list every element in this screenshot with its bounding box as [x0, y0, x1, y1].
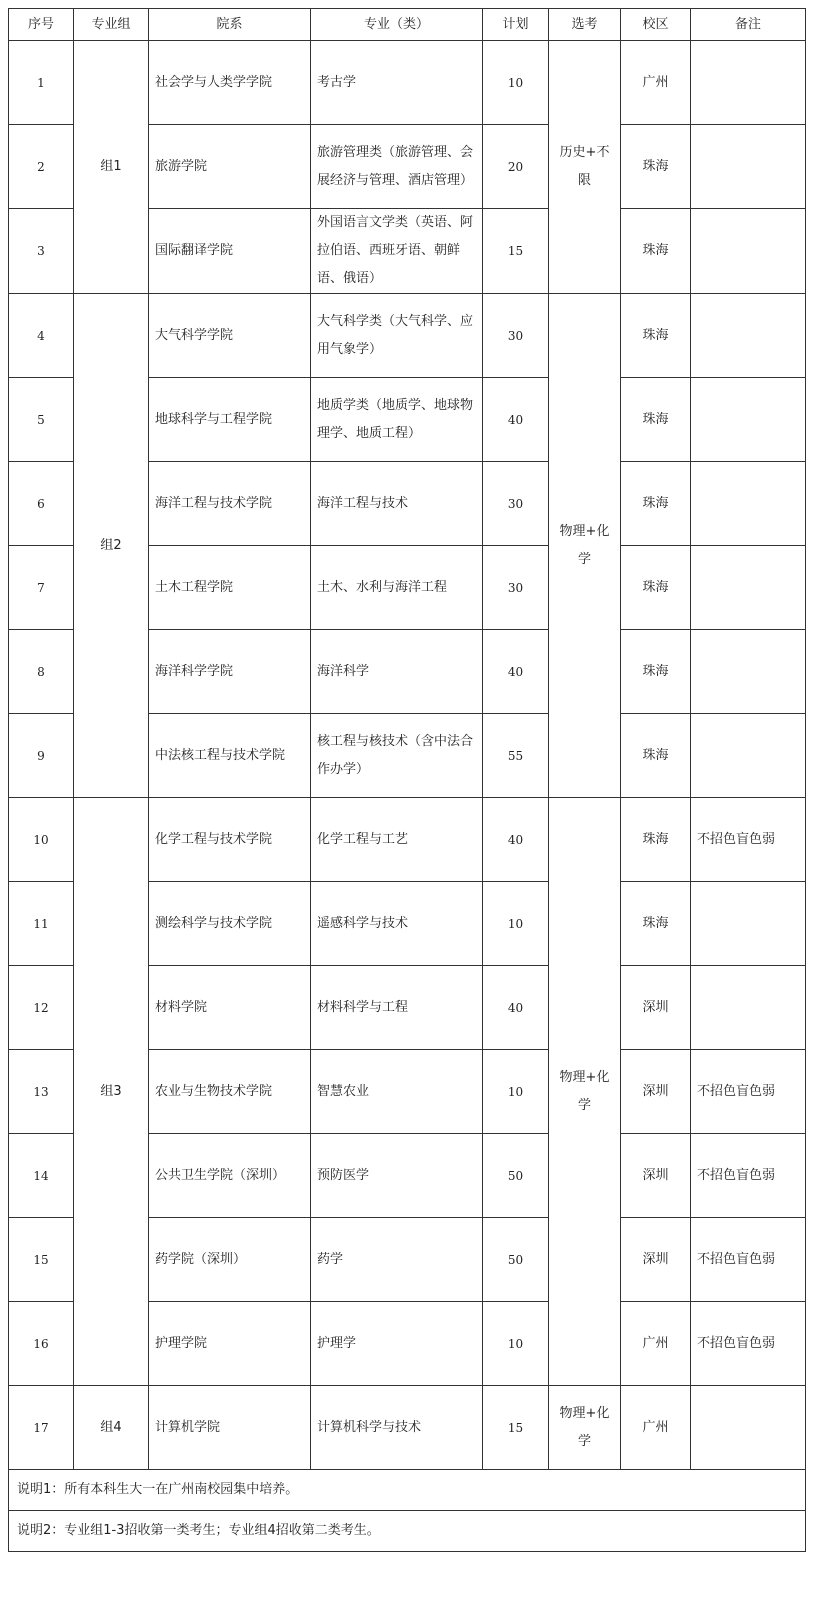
plan-cell: 10 — [483, 1302, 549, 1386]
department-cell: 中法核工程与技术学院 — [149, 714, 311, 798]
row-no: 14 — [9, 1134, 74, 1218]
row-no: 3 — [9, 209, 74, 294]
campus-cell: 珠海 — [621, 209, 691, 294]
header-subject: 选考 — [549, 9, 621, 41]
subject-cell: 物理+化学 — [549, 798, 621, 1386]
campus-cell: 广州 — [621, 1302, 691, 1386]
remark-cell — [691, 882, 806, 966]
subject-cell: 物理+化学 — [549, 1386, 621, 1470]
major-cell: 护理学 — [311, 1302, 483, 1386]
remark-cell — [691, 1386, 806, 1470]
row-no: 11 — [9, 882, 74, 966]
remark-cell — [691, 462, 806, 546]
group-cell: 组1 — [74, 41, 149, 294]
major-cell: 药学 — [311, 1218, 483, 1302]
header-group: 专业组 — [74, 9, 149, 41]
campus-cell: 珠海 — [621, 462, 691, 546]
department-cell: 计算机学院 — [149, 1386, 311, 1470]
plan-cell: 40 — [483, 630, 549, 714]
major-cell: 计算机科学与技术 — [311, 1386, 483, 1470]
plan-cell: 30 — [483, 546, 549, 630]
header-campus: 校区 — [621, 9, 691, 41]
campus-cell: 广州 — [621, 41, 691, 125]
plan-cell: 10 — [483, 1050, 549, 1134]
campus-cell: 珠海 — [621, 294, 691, 378]
major-cell: 大气科学类（大气科学、应用气象学） — [311, 294, 483, 378]
note-row — [9, 1511, 806, 1552]
department-cell: 测绘科学与技术学院 — [149, 882, 311, 966]
row-no: 8 — [9, 630, 74, 714]
row-no: 5 — [9, 378, 74, 462]
row-no: 17 — [9, 1386, 74, 1470]
department-cell: 旅游学院 — [149, 125, 311, 209]
remark-cell: 不招色盲色弱 — [691, 1050, 806, 1134]
campus-cell: 珠海 — [621, 125, 691, 209]
row-no: 13 — [9, 1050, 74, 1134]
plan-cell: 40 — [483, 966, 549, 1050]
remark-cell — [691, 125, 806, 209]
note-2: 说明2：专业组1-3招收第一类考生；专业组4招收第二类考生。 — [9, 1511, 806, 1552]
note-row — [9, 1470, 806, 1511]
campus-cell: 珠海 — [621, 882, 691, 966]
campus-cell: 深圳 — [621, 1218, 691, 1302]
major-cell: 海洋科学 — [311, 630, 483, 714]
major-cell: 土木、水利与海洋工程 — [311, 546, 483, 630]
major-cell: 遥感科学与技术 — [311, 882, 483, 966]
note-1: 说明1：所有本科生大一在广州南校园集中培养。 — [9, 1470, 806, 1511]
remark-cell — [691, 378, 806, 462]
department-cell: 国际翻译学院 — [149, 209, 311, 294]
campus-cell: 珠海 — [621, 798, 691, 882]
campus-cell: 珠海 — [621, 378, 691, 462]
remark-cell: 不招色盲色弱 — [691, 1302, 806, 1386]
row-no: 7 — [9, 546, 74, 630]
department-cell: 土木工程学院 — [149, 546, 311, 630]
campus-cell: 珠海 — [621, 630, 691, 714]
major-cell: 旅游管理类（旅游管理、会展经济与管理、酒店管理） — [311, 125, 483, 209]
remark-cell — [691, 41, 806, 125]
plan-cell: 15 — [483, 209, 549, 294]
header-plan: 计划 — [483, 9, 549, 41]
header-major: 专业（类） — [311, 9, 483, 41]
remark-cell — [691, 714, 806, 798]
row-no: 4 — [9, 294, 74, 378]
remark-cell: 不招色盲色弱 — [691, 798, 806, 882]
row-no: 12 — [9, 966, 74, 1050]
department-cell: 护理学院 — [149, 1302, 311, 1386]
major-cell: 核工程与核技术（含中法合作办学） — [311, 714, 483, 798]
remark-cell — [691, 209, 806, 294]
major-cell: 预防医学 — [311, 1134, 483, 1218]
plan-cell: 10 — [483, 41, 549, 125]
department-cell: 材料学院 — [149, 966, 311, 1050]
row-no: 6 — [9, 462, 74, 546]
department-cell: 化学工程与技术学院 — [149, 798, 311, 882]
table-row — [9, 294, 806, 378]
major-cell: 地质学类（地质学、地球物理学、地质工程） — [311, 378, 483, 462]
row-no: 2 — [9, 125, 74, 209]
department-cell: 公共卫生学院（深圳） — [149, 1134, 311, 1218]
plan-cell: 15 — [483, 1386, 549, 1470]
row-no: 1 — [9, 41, 74, 125]
remark-cell — [691, 966, 806, 1050]
plan-cell: 20 — [483, 125, 549, 209]
row-no: 9 — [9, 714, 74, 798]
row-no: 16 — [9, 1302, 74, 1386]
remark-cell — [691, 546, 806, 630]
remark-cell — [691, 294, 806, 378]
department-cell: 社会学与人类学学院 — [149, 41, 311, 125]
remark-cell: 不招色盲色弱 — [691, 1134, 806, 1218]
table-row — [9, 798, 806, 882]
header-remark: 备注 — [691, 9, 806, 41]
subject-cell: 历史+不限 — [549, 41, 621, 294]
subject-cell: 物理+化学 — [549, 294, 621, 798]
major-cell: 海洋工程与技术 — [311, 462, 483, 546]
major-cell: 材料科学与工程 — [311, 966, 483, 1050]
department-cell: 地球科学与工程学院 — [149, 378, 311, 462]
plan-cell: 55 — [483, 714, 549, 798]
campus-cell: 深圳 — [621, 966, 691, 1050]
group-cell: 组3 — [74, 798, 149, 1386]
row-no: 10 — [9, 798, 74, 882]
table-row — [9, 41, 806, 125]
group-cell: 组2 — [74, 294, 149, 798]
plan-cell: 50 — [483, 1134, 549, 1218]
plan-cell: 40 — [483, 378, 549, 462]
group-cell: 组4 — [74, 1386, 149, 1470]
department-cell: 海洋科学学院 — [149, 630, 311, 714]
major-cell: 考古学 — [311, 41, 483, 125]
plan-cell: 50 — [483, 1218, 549, 1302]
plan-cell: 40 — [483, 798, 549, 882]
remark-cell — [691, 630, 806, 714]
enrollment-plan-table — [8, 8, 806, 1552]
department-cell: 农业与生物技术学院 — [149, 1050, 311, 1134]
department-cell: 药学院（深圳） — [149, 1218, 311, 1302]
plan-cell: 30 — [483, 294, 549, 378]
plan-cell: 10 — [483, 882, 549, 966]
department-cell: 大气科学学院 — [149, 294, 311, 378]
major-cell: 化学工程与工艺 — [311, 798, 483, 882]
row-no: 15 — [9, 1218, 74, 1302]
header-no: 序号 — [9, 9, 74, 41]
campus-cell: 深圳 — [621, 1050, 691, 1134]
campus-cell: 珠海 — [621, 546, 691, 630]
campus-cell: 广州 — [621, 1386, 691, 1470]
major-cell: 智慧农业 — [311, 1050, 483, 1134]
campus-cell: 珠海 — [621, 714, 691, 798]
plan-cell: 30 — [483, 462, 549, 546]
table-row — [9, 1386, 806, 1470]
department-cell: 海洋工程与技术学院 — [149, 462, 311, 546]
campus-cell: 深圳 — [621, 1134, 691, 1218]
header-department: 院系 — [149, 9, 311, 41]
major-cell: 外国语言文学类（英语、阿拉伯语、西班牙语、朝鲜语、俄语） — [311, 209, 483, 294]
remark-cell: 不招色盲色弱 — [691, 1218, 806, 1302]
table-header-row — [9, 9, 806, 41]
